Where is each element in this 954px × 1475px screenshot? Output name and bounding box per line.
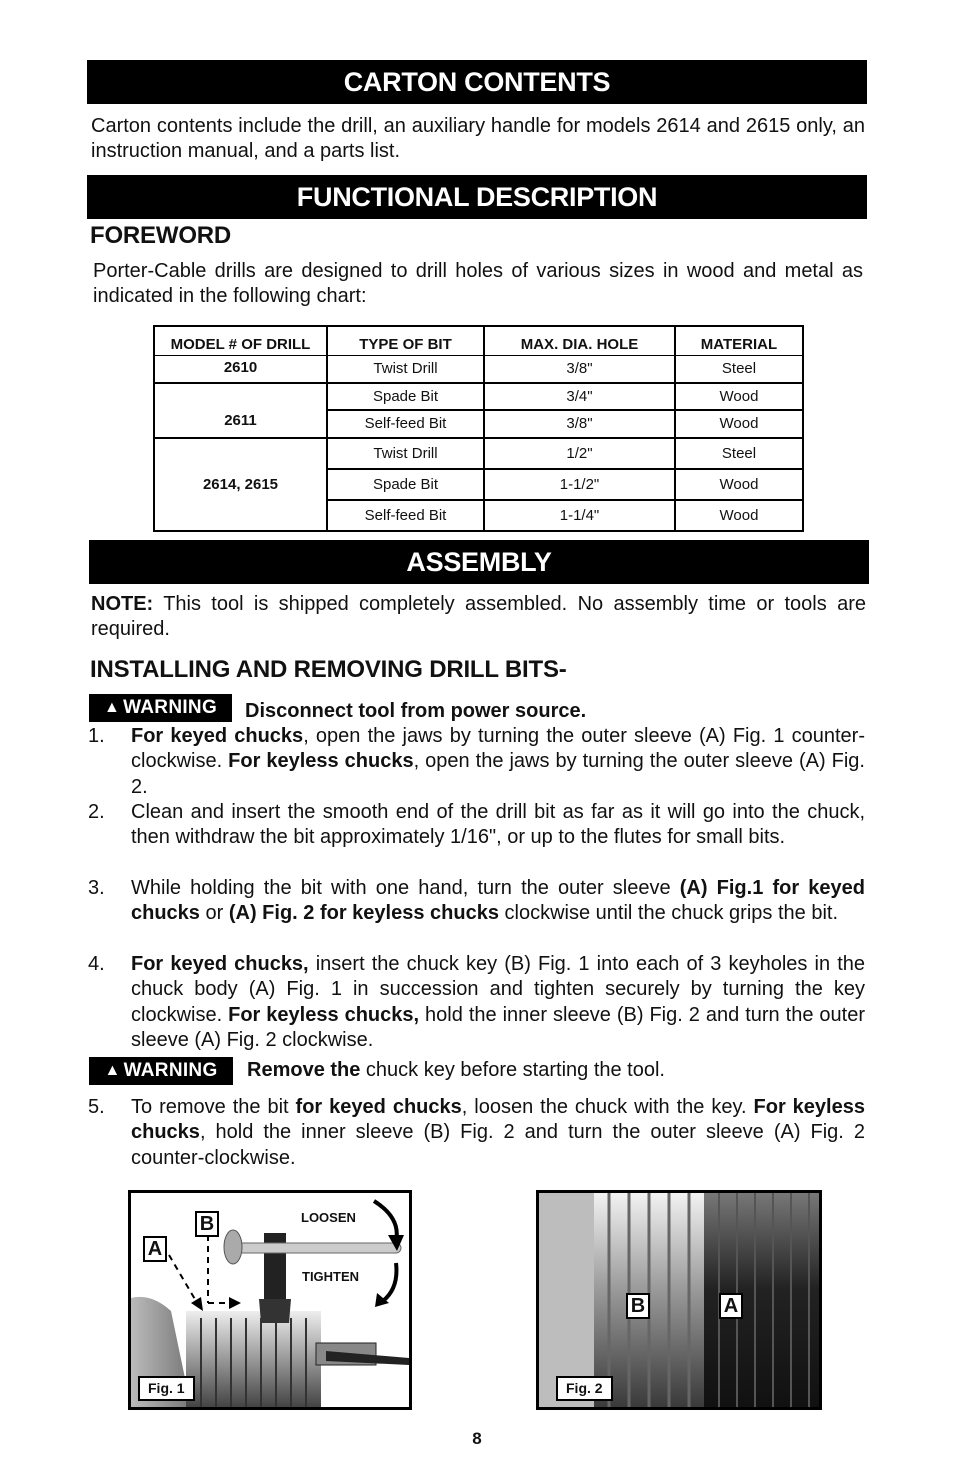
col-header-model: MODEL # OF DRILL — [154, 326, 327, 356]
model-cell: 2610 — [154, 356, 327, 383]
step-number: 3. — [88, 877, 105, 899]
carton-contents-heading: CARTON CONTENTS — [87, 60, 867, 104]
step-2 — [88, 800, 865, 851]
step-text: insert the chuck key (B) Fig. 1 into each of 3 keyholes in the chuck body (A) Fig. 1 in succession and tighten securely by turning the key clockwise. — [131, 953, 865, 1026]
warning-chuck-key-text — [247, 1058, 665, 1083]
step-text: hold the inner sleeve (B) Fig. 2 and turn the outer sleeve (A) Fig. 2 clockwise. — [131, 1003, 865, 1051]
step-text: clockwise until the chuck grips the bit. — [498, 902, 838, 925]
functional-description-heading: FUNCTIONAL DESCRIPTION — [87, 175, 867, 219]
drill-capacity-table — [153, 325, 804, 532]
figure-1-keyed-chuck — [128, 1190, 412, 1410]
callout-b: B — [195, 1211, 219, 1237]
material-cell: Wood — [719, 415, 759, 432]
bit-type-cell: Self-feed Bit — [327, 500, 484, 531]
bit-type-cell: Twist Drill — [327, 356, 484, 383]
loosen-label: LOOSEN — [301, 1210, 356, 1225]
warning-triangle-icon: ▲ — [103, 699, 121, 716]
max-dia-cell: 1/2" — [484, 438, 675, 469]
note-label: NOTE: — [91, 593, 154, 615]
callout-b: B — [626, 1293, 650, 1319]
step-number: 1. — [88, 725, 105, 747]
warning-triangle-icon: ▲ — [104, 1062, 121, 1079]
step-bold: (A) Fig.1 for keyed chucks — [131, 877, 865, 925]
warning-disconnect-text: Disconnect tool from power source. — [245, 700, 587, 722]
step-text: , open the jaws by turning the outer sleeve (A) Fig. 2. — [131, 750, 865, 798]
step-bold: For keyless chucks — [228, 750, 414, 773]
step-text: or — [199, 902, 229, 925]
step-4 — [88, 952, 865, 1053]
step-bold: for keyed chucks — [295, 1096, 462, 1118]
material-cell: Steel — [721, 360, 757, 378]
figure-1-label: Fig. 1 — [138, 1376, 195, 1401]
step-text: While holding the bit with one hand, turn the outer sleeve — [131, 877, 680, 899]
warning-label: WARNING — [123, 697, 218, 718]
figure-2-label: Fig. 2 — [556, 1376, 613, 1401]
assembly-heading: ASSEMBLY — [89, 540, 869, 584]
tighten-label: TIGHTEN — [302, 1269, 360, 1284]
step-text: , loosen the chuck with the key. — [461, 1096, 754, 1118]
col-header-max-dia: MAX. DIA. HOLE — [484, 326, 675, 356]
step-bold: For keyless chucks, — [228, 1003, 420, 1026]
step-text: , hold the inner sleeve (B) Fig. 2 and turn the outer sleeve (A) Fig. 2 counter-clockwise. — [131, 1121, 865, 1169]
step-bold: For keyless chucks — [131, 1096, 865, 1144]
bit-type-cell: Twist Drill — [327, 438, 484, 469]
bit-type-cell: Spade Bit — [327, 383, 484, 410]
step-1 — [88, 724, 865, 800]
bit-type-cell: Self-feed Bit — [327, 410, 484, 438]
max-dia-cell: 1-1/4" — [484, 500, 675, 531]
step-bold: For keyed chucks, — [131, 953, 309, 975]
max-dia-cell: 1-1/2" — [484, 469, 675, 500]
warning-text: chuck key before starting the tool. — [360, 1059, 665, 1081]
carton-contents-text: Carton contents include the drill, an auxiliary handle for models 2614 and 2615 only, an instruction manual, and a parts list. — [91, 115, 865, 162]
keyed-chuck-illustration — [131, 1193, 409, 1407]
material-cell: Wood — [719, 506, 759, 524]
page-number: 8 — [472, 1429, 482, 1448]
col-header-bit-type: TYPE OF BIT — [327, 326, 484, 356]
max-dia-cell: 3/8" — [484, 410, 675, 438]
step-number: 5. — [88, 1096, 105, 1118]
foreword-text: Porter-Cable drills are designed to drill holes of various sizes in wood and metal as indicated in the following chart: — [93, 260, 863, 307]
note-text: This tool is shipped completely assembled. No assembly time or tools are required. — [91, 593, 866, 640]
max-dia-cell: 3/4" — [484, 383, 675, 410]
bit-type-cell: Spade Bit — [327, 469, 484, 500]
step-number: 4. — [88, 953, 105, 975]
keyless-chuck-illustration — [539, 1193, 819, 1407]
callout-a: A — [719, 1293, 743, 1319]
step-number: 2. — [88, 801, 105, 823]
figure-2-keyless-chuck — [536, 1190, 822, 1410]
material-cell: Wood — [675, 383, 803, 410]
warning-bold: Remove the — [247, 1059, 361, 1081]
note-paragraph — [91, 592, 866, 642]
step-bold: (A) Fig. 2 for keyless chucks — [228, 902, 499, 925]
warning-badge — [89, 694, 232, 722]
material-cell: Steel — [675, 438, 803, 469]
col-header-material: MATERIAL — [700, 336, 778, 353]
callout-a: A — [143, 1236, 167, 1262]
step-text: , open the jaws by turning the outer sleeve (A) Fig. 1 counter-clockwise. — [131, 725, 865, 773]
step-bold: For keyed chucks — [131, 725, 304, 747]
warning-badge — [89, 1057, 233, 1085]
warning-label: WARNING — [123, 1060, 218, 1081]
step-3 — [88, 876, 865, 927]
installing-heading: INSTALLING AND REMOVING DRILL BITS- — [90, 656, 567, 683]
step-text: To remove the bit — [131, 1096, 296, 1118]
model-cell: 2611 — [154, 383, 327, 438]
step-text: Clean and insert the smooth end of the drill bit as far as it will go into the chuck, then withdraw the bit approximately 1/16", or up to the flutes for small bits. — [131, 801, 865, 849]
foreword-heading: FOREWORD — [90, 222, 232, 249]
max-dia-cell: 3/8" — [484, 356, 675, 383]
model-cell: 2614, 2615 — [154, 438, 327, 531]
material-cell: Wood — [675, 469, 803, 500]
step-5 — [88, 1095, 865, 1171]
